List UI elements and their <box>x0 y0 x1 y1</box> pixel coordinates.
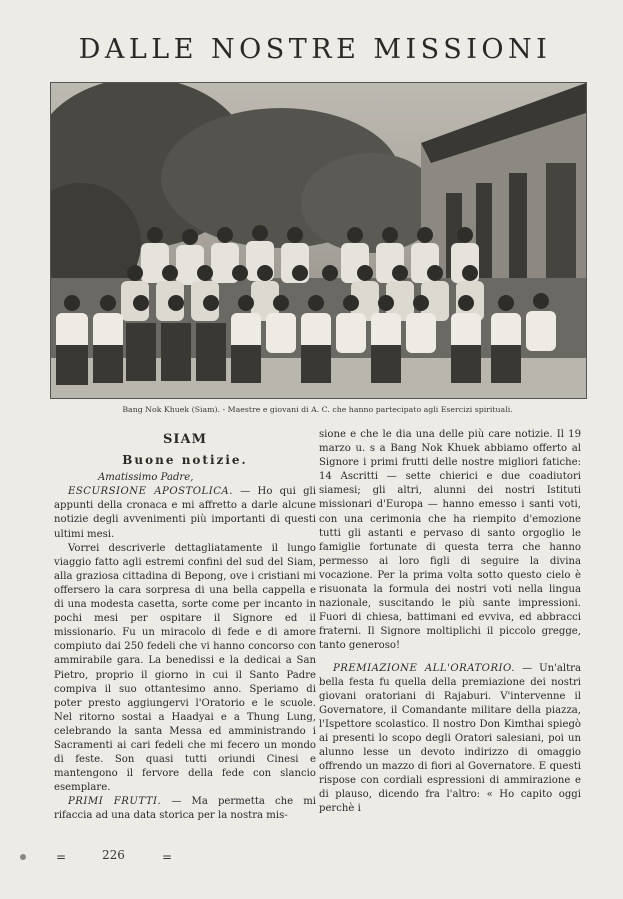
paragraph: sione e che le dia una delle più care notizie. Il 19 marzo u. s a Bang Nok Khuek abbiamo offerto al Signore i primi frutti delle nostre migliori fatiche: 14 Ascritti — sette chierici e due coadiutori siamesi; gli altri, alunni dei nostri Istituti missionari d'Europa — hanno emesso i santi voti, con una cerimonia che ha riempito d'emozione tutti gli astanti e pervaso di santo orgoglio le famiglie fortunate di questa terra che hanno permesso ai loro figli di seguire la divina vocazione. Per la prima volta sotto questo cielo è risuonata la formula dei nostri voti nella lingua nazionale, suscitando le più sante impressioni. Fuori di chiesa, battimani ed evviva, ed abbracci fraterni. Il Signore moltiplichi il piccolo gregge, tanto generoso! <box>319 429 581 652</box>
article-subtitle: Buone notizie. <box>122 453 248 468</box>
paragraph-text: — Un'altra bella festa fu quella della premiazione dei nostri giovani oratoriani di Rajaburi. V'intervenne il Governatore, il Comandante militare della piazza, l'Ispettore scolastico. Il nostro Don Kimthai spiegò ai presenti lo scopo degli Oratori salesiani, poi un alunno lesse un devoto indirizzo di omaggio offrendo un mazzo di fiori al Governatore. E questi rispose con cordiali espressioni di ammirazione e di plauso, dicendo fra l'altro: « Ho capito oggi perchè i <box>319 662 581 815</box>
page-footer <box>20 848 220 868</box>
page-title: DALLE NOSTRE MISSIONI <box>78 34 552 65</box>
paragraph <box>54 485 316 541</box>
article-right-column <box>319 428 581 817</box>
ornament-right: = <box>162 850 173 864</box>
bullet-icon <box>20 854 26 860</box>
group-photo <box>50 82 587 399</box>
paragraph-text: — Ho qui gli appunti della cronaca e mi affretto a darle alcune notizie degli avvenimenti più importanti di questi ultimi mesi. <box>54 486 317 540</box>
paragraph <box>54 795 316 823</box>
section-title: SIAM <box>163 432 207 447</box>
paragraph <box>319 662 581 817</box>
paragraph-heading: ESCURSIONE APOSTOLICA. <box>68 486 233 498</box>
salutation: Amatissimo Padre, <box>98 472 194 484</box>
paragraph-text: — Ma permetta che mi rifaccia ad una data storica per la nostra mis- <box>54 796 316 822</box>
paragraph-heading: PREMIAZIONE ALL'ORATORIO. <box>333 662 515 674</box>
page-number: 226 <box>102 848 125 862</box>
article-left-column <box>54 433 316 824</box>
photo-caption: Bang Nok Khuek (Siam). - Maestre e giovani di A. C. che hanno partecipato agli Esercizi spirituali. <box>122 405 513 414</box>
paragraph-heading: PRIMI FRUTTI. <box>68 796 162 808</box>
paragraph: Vorrei descriverle dettagliatamente il lungo viaggio fatto agli estremi confini del sud del Siam, alla graziosa cittadina di Bepong, ove i cristiani mi offersero la cara sorpresa di una bella cappella e di una modesta casetta, sorte come per incanto in pochi mesi per ospitare il Signore ed il missionario. Fu un miracolo di fede e di amore compiuto dai 250 fedeli che vi hanno concorso con ammirabile gara. La benedissi e la dedicai a San Pietro, proprio il giorno in cui il Santo Padre compiva il suo ottantesimo anno. Speriamo di poter presto aggiungervi l'Oratorio e le scuole. Nel ritorno sostai a Haadyai e a Thung Lung, celebrando la santa Messa ed amministrando i Sacramenti ai cari fedeli che mi fecero un mondo di feste. Son quasi tutti oriundi Cinesi e mantengono il fervore della fede con slancio esemplare. <box>54 542 316 794</box>
ornament-left: = <box>56 850 67 864</box>
